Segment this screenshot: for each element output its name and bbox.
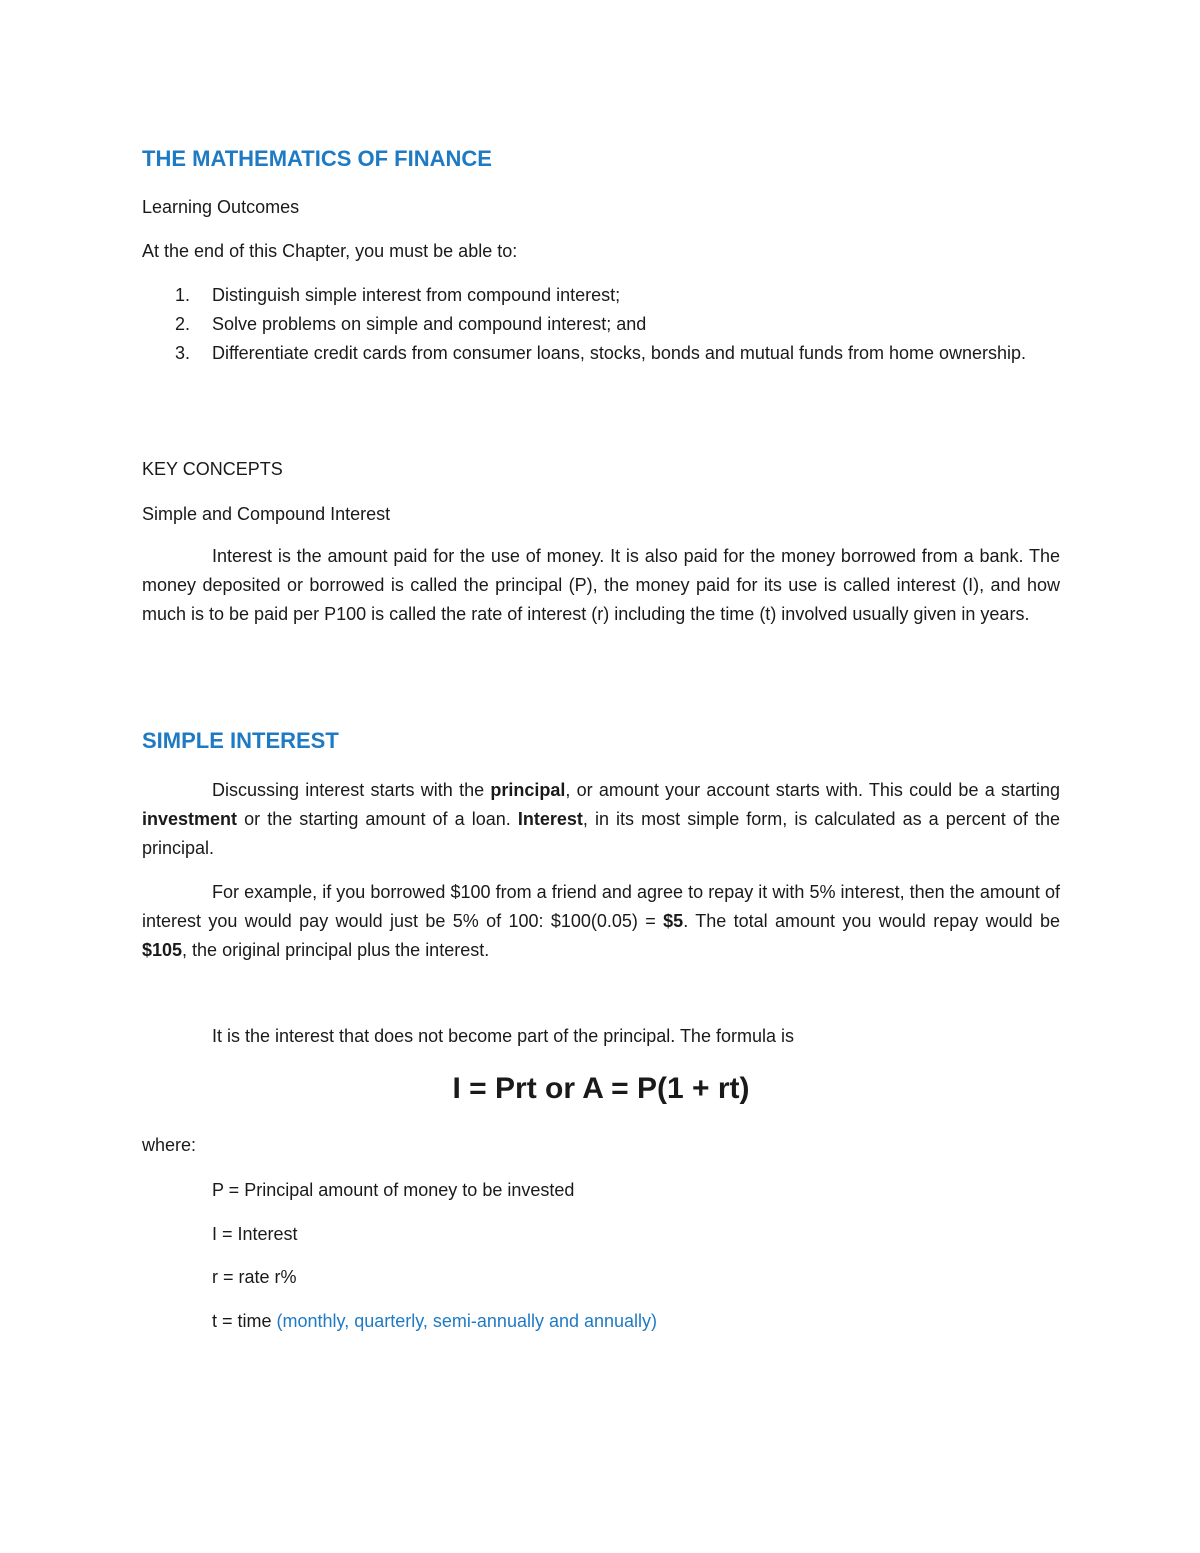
where-label: where: — [142, 1135, 197, 1155]
bold-term: principal — [490, 780, 566, 800]
list-item — [142, 339, 1060, 368]
bold-term: Interest — [517, 809, 583, 829]
formula-intro: It is the interest that does not become part of the principal. The formula is — [212, 1026, 794, 1046]
bold-term: investment — [142, 809, 238, 829]
list-item — [142, 310, 1060, 339]
document-page — [142, 0, 1060, 1553]
definition-i: I = Interest — [212, 1224, 298, 1244]
discussion-paragraph — [142, 776, 1060, 863]
list-item-text: Differentiate credit cards from consumer loans, stocks, bonds and mutual funds from home ownership. — [212, 343, 1027, 363]
list-number: 3. — [175, 343, 191, 363]
key-concepts-label: KEY CONCEPTS — [142, 459, 283, 479]
text-segment: , in its most simple form, is calculated as a percent of the principal. — [142, 809, 1060, 858]
bold-value: $105 — [142, 940, 183, 960]
text-segment: . The total amount you would repay would be — [683, 911, 1060, 931]
text-segment: Discussing interest starts with the — [212, 780, 491, 800]
definition-t — [212, 1307, 657, 1336]
learning-outcomes-label: Learning Outcomes — [142, 197, 300, 217]
bold-value: $5 — [663, 911, 684, 931]
definition-t-note: (monthly, quarterly, semi-annually and annually) — [276, 1311, 658, 1331]
text-segment: , the original principal plus the interest. — [182, 940, 490, 960]
example-paragraph — [142, 878, 1060, 965]
text-segment: or the starting amount of a loan. — [237, 809, 518, 829]
definition-t-label: t = time — [212, 1311, 277, 1331]
list-item — [142, 281, 1060, 310]
page-title: THE MATHEMATICS OF FINANCE — [142, 146, 492, 171]
list-number: 1. — [175, 285, 191, 305]
list-number: 2. — [175, 314, 191, 334]
list-item-text: Solve problems on simple and compound interest; and — [212, 314, 647, 334]
outcomes-list — [142, 281, 1060, 368]
simple-interest-heading: SIMPLE INTEREST — [142, 728, 339, 753]
interest-paragraph: Interest is the amount paid for the use of money. It is also paid for the money borrowed from a bank. The money deposited or borrowed is called the principal (P), the money paid for its use is called interest (I), and how much is to be paid per P100 is called the rate of interest (r) including the time (t) involved usually given in years. — [142, 546, 1060, 624]
text-segment: For example, if you borrowed $100 from a friend and agree to repay it with 5% interest, then the amount of interest you would pay would just be 5% of 100: $100(0.05) = — [142, 882, 1060, 931]
formula: I = Prt or A = P(1 + rt) — [452, 1072, 750, 1105]
definition-r: r = rate r% — [212, 1267, 297, 1287]
list-item-text: Distinguish simple interest from compound interest; — [212, 285, 621, 305]
definition-p: P = Principal amount of money to be invested — [212, 1180, 575, 1200]
intro-line: At the end of this Chapter, you must be able to: — [142, 241, 518, 261]
subtopic-label: Simple and Compound Interest — [142, 504, 391, 524]
text-segment: , or amount your account starts with. This could be a starting — [565, 780, 1060, 800]
